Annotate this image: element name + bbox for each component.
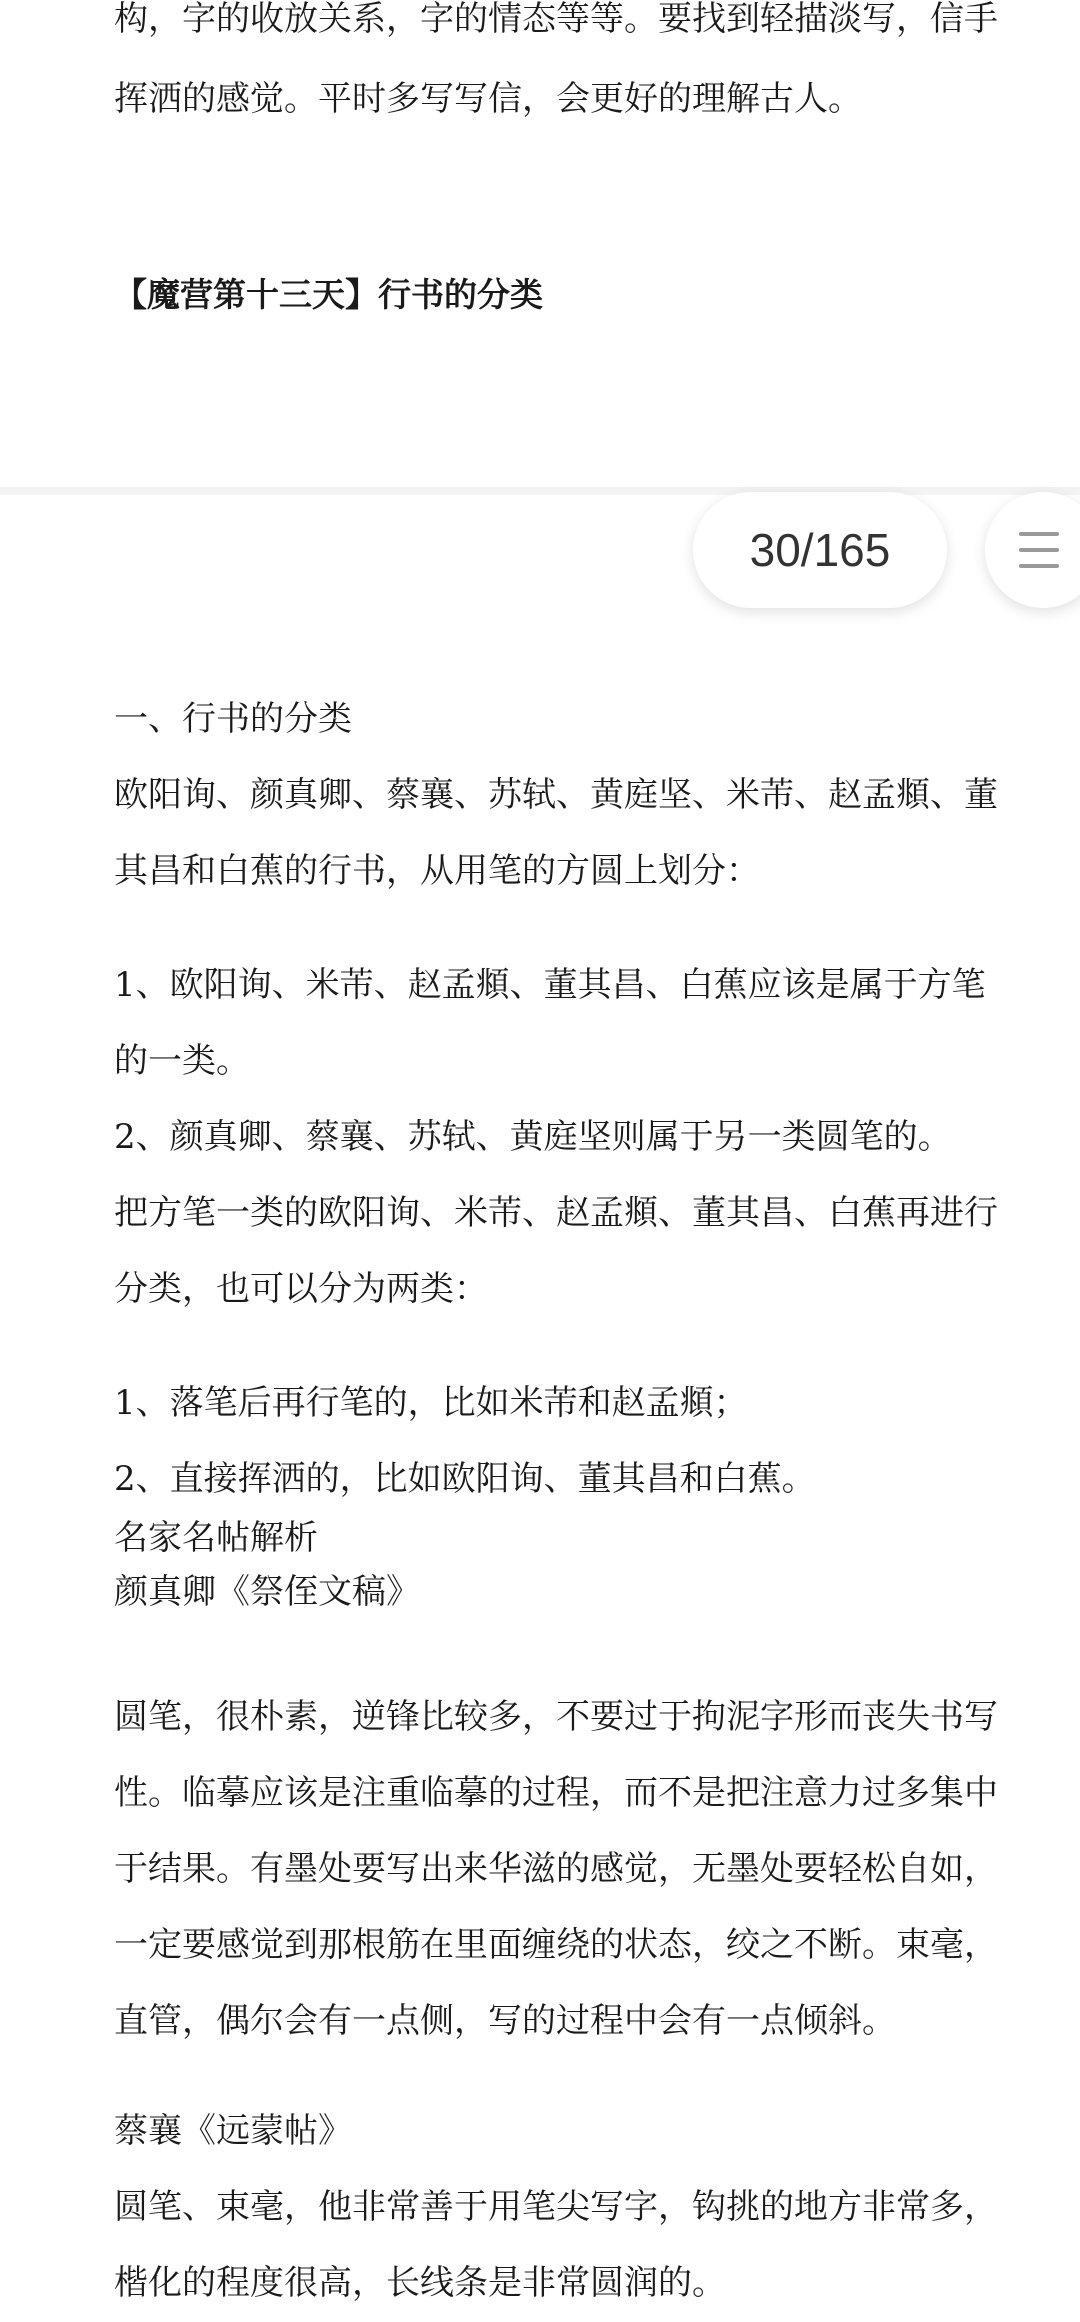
list-item: 2、直接挥洒的，比如欧阳询、董其昌和白蕉。 [114,1459,816,1499]
page-indicator[interactable]: 30/165 [693,492,947,608]
paragraph-line: 于结果。有墨处要写出来华滋的感觉，无墨处要轻松自如， [114,1849,998,1889]
paragraph-line: 性。临摹应该是注重临摹的过程，而不是把注意力过多集中 [114,1773,998,1813]
list-item: 1、欧阳询、米芾、赵孟頫、董其昌、白蕉应该是属于方笔 [114,965,986,1005]
section-title: 一、行书的分类 [114,699,352,739]
paragraph-line: 挥洒的感觉。平时多写写信，会更好的理解古人。 [114,79,862,119]
work-title: 颜真卿《祭侄文稿》 [114,1572,420,1612]
paragraph-line: 分类，也可以分为两类： [114,1269,488,1309]
paragraph-line: 直管，偶尔会有一点侧，写的过程中会有一点倾斜。 [114,2001,896,2041]
previous-page [0,0,1080,495]
paragraph-line: 构，字的收放关系，字的情态等等。要找到轻描淡写，信手 [114,0,998,39]
paragraph-line: 楷化的程度很高，长线条是非常圆润的。 [114,2263,726,2303]
paragraph-line: 的一类。 [114,1041,250,1081]
list-item: 2、颜真卿、蔡襄、苏轼、黄庭坚则属于另一类圆笔的。 [114,1117,952,1157]
paragraph-line: 其昌和白蕉的行书，从用笔的方圆上划分： [114,851,760,891]
work-title: 蔡襄《远蒙帖》 [114,2111,352,2151]
paragraph-line: 把方笔一类的欧阳询、米芾、赵孟頫、董其昌、白蕉再进行 [114,1193,998,1233]
paragraph-line: 一定要感觉到那根筋在里面缠绕的状态，绞之不断。束毫， [114,1925,998,1965]
chapter-heading: 【魔营第十三天】行书的分类 [114,275,543,314]
paragraph-line: 欧阳询、颜真卿、蔡襄、苏轼、黄庭坚、米芾、赵孟頫、董 [114,775,998,815]
paragraph-line: 圆笔，很朴素，逆锋比较多，不要过于拘泥字形而丧失书写 [114,1697,998,1737]
paragraph-line: 圆笔、束毫，他非常善于用笔尖写字，钩挑的地方非常多， [114,2187,998,2227]
list-item: 1、落笔后再行笔的，比如米芾和赵孟頫； [114,1383,748,1423]
subheading: 名家名帖解析 [114,1518,318,1558]
